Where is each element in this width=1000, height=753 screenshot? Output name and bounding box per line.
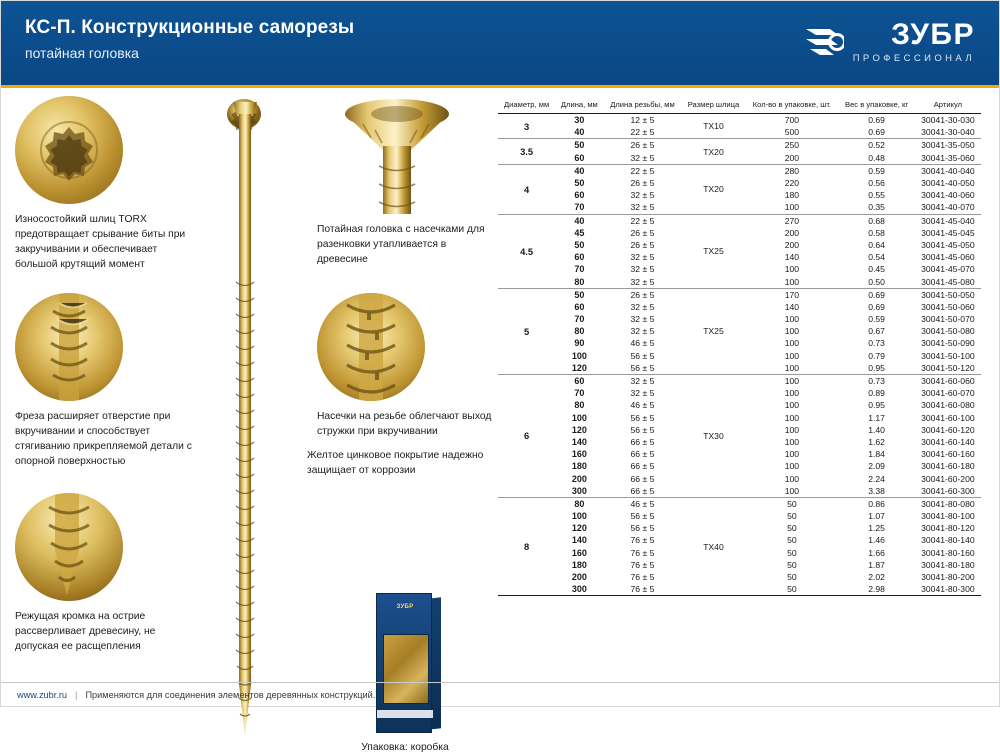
footer-divider: |: [75, 689, 78, 700]
col-weight: Вес в упаковке, кг: [838, 100, 914, 114]
cell-thread-length: 76 ± 5: [630, 535, 655, 546]
cell-length: 60: [574, 252, 585, 263]
package-box-stripe: [377, 710, 433, 718]
cell-thread-length: 56 ± 5: [630, 350, 655, 361]
cell-sku: 30041-80-100: [921, 511, 975, 522]
cell-thread-length: 76 ± 5: [603, 583, 681, 596]
cell-length: 140: [571, 436, 587, 447]
cell-sku: 30041-40-070: [915, 201, 981, 214]
brand-name: ЗУБР: [891, 18, 975, 51]
cell-drive-size: TX40: [681, 497, 745, 596]
cell-weight: 1.62: [868, 436, 885, 447]
cell-sku: 30041-60-180: [921, 461, 975, 472]
cell-qty: 280: [784, 165, 800, 176]
cell-qty: 180: [784, 190, 800, 201]
cell-sku: 30041-60-100: [921, 412, 975, 423]
cell-sku: 30041-40-050: [921, 178, 975, 189]
cell-weight: 0.95: [838, 362, 914, 375]
cell-qty: 100: [745, 362, 838, 375]
cell-qty: 700: [784, 115, 800, 126]
feature-cutting-tip: [15, 493, 200, 655]
cell-length: 120: [571, 523, 587, 534]
cell-length: 50: [574, 289, 585, 300]
spec-table: [498, 100, 981, 596]
cell-thread-length: 26 ± 5: [630, 239, 655, 250]
cell-qty: 100: [784, 326, 800, 337]
cell-thread-length: 22 ± 5: [603, 126, 681, 139]
cell-thread-length: 12 ± 5: [630, 115, 655, 126]
cell-length: 200: [571, 572, 587, 583]
cell-drive-size: TX20: [681, 164, 745, 214]
cell-length: 50: [574, 239, 585, 250]
screw-full-view: [232, 102, 258, 740]
cell-length: 40: [574, 165, 585, 176]
cell-qty: 50: [787, 559, 797, 570]
cell-thread-length: 32 ± 5: [630, 301, 655, 312]
table-header-row: [498, 100, 981, 114]
cell-sku: 30041-50-080: [921, 326, 975, 337]
page-header: [1, 1, 999, 85]
cell-qty: 50: [787, 523, 797, 534]
cell-weight: 3.38: [838, 485, 914, 498]
cell-sku: 30041-45-080: [915, 275, 981, 288]
cell-qty: 170: [784, 289, 800, 300]
col-thread-length: Длина резьбы, мм: [603, 100, 681, 114]
cell-qty: 100: [784, 350, 800, 361]
brand-tagline: ПРОФЕССИОНАЛ: [852, 53, 975, 64]
cell-weight: 0.86: [868, 498, 885, 509]
cell-weight: 0.69: [868, 115, 885, 126]
cell-sku: 30041-80-080: [921, 498, 975, 509]
cell-sku: 30041-35-060: [915, 152, 981, 165]
table-row: [498, 114, 981, 127]
cell-sku: 30041-80-160: [921, 547, 975, 558]
cell-thread-length: 32 ± 5: [630, 314, 655, 325]
cell-diameter: 8: [498, 497, 555, 596]
torx-star-icon: [38, 119, 100, 181]
screw-body-icon: [232, 102, 258, 740]
cell-sku: 30041-60-160: [921, 449, 975, 460]
cell-qty: 50: [787, 547, 797, 558]
cell-weight: 1.07: [868, 511, 885, 522]
cell-thread-length: 32 ± 5: [630, 388, 655, 399]
table-row: [498, 139, 981, 152]
cell-thread-length: 76 ± 5: [630, 547, 655, 558]
cell-length: 90: [574, 338, 585, 349]
cell-thread-length: 56 ± 5: [603, 362, 681, 375]
cell-qty: 100: [784, 338, 800, 349]
footer-note: Применяются для соединения элементов деревянных конструкций.: [85, 689, 376, 700]
cell-weight: 0.73: [868, 376, 885, 387]
cell-qty: 100: [745, 201, 838, 214]
cell-sku: 30041-60-120: [921, 424, 975, 435]
cell-thread-length: 26 ± 5: [630, 289, 655, 300]
package-caption: Упаковка: коробка: [361, 742, 449, 753]
cell-sku: 30041-50-060: [921, 301, 975, 312]
thread-notches-photo: [317, 293, 425, 401]
cell-drive-size: TX25: [681, 214, 745, 288]
cell-qty: 50: [787, 498, 797, 509]
cell-thread-length: 56 ± 5: [630, 523, 655, 534]
cell-thread-length: 76 ± 5: [630, 572, 655, 583]
cell-qty: 100: [784, 400, 800, 411]
col-drive-size: Размер шлица: [681, 100, 745, 114]
cell-diameter: 4: [498, 164, 555, 214]
cell-length: 70: [574, 264, 585, 275]
cell-thread-length: 32 ± 5: [603, 152, 681, 165]
cell-drive-size: TX20: [681, 139, 745, 164]
cell-weight: 1.40: [868, 424, 885, 435]
cell-diameter: 3.5: [498, 139, 555, 164]
cell-weight: 0.73: [868, 338, 885, 349]
cell-sku: 30041-50-090: [921, 338, 975, 349]
cell-weight: 0.35: [838, 201, 914, 214]
cell-diameter: 6: [498, 374, 555, 497]
cell-length: 70: [574, 314, 585, 325]
spec-table-pane: [492, 88, 999, 686]
cell-thread-length: 56 ± 5: [630, 511, 655, 522]
page-title: КС-П. Конструкционные саморезы: [25, 17, 355, 38]
cell-weight: 0.59: [868, 165, 885, 176]
cell-sku: 30041-60-060: [921, 376, 975, 387]
cell-length: 80: [574, 498, 585, 509]
cell-thread-length: 22 ± 5: [630, 215, 655, 226]
cell-qty: 50: [745, 583, 838, 596]
cell-sku: 30041-80-180: [921, 559, 975, 570]
table-row: [498, 214, 981, 227]
cell-sku: 30041-50-100: [921, 350, 975, 361]
cell-thread-length: 76 ± 5: [630, 559, 655, 570]
cell-length: 300: [555, 485, 603, 498]
cell-sku: 30041-60-140: [921, 436, 975, 447]
cell-sku: 30041-30-040: [915, 126, 981, 139]
feature-milling-cutter: [15, 293, 200, 470]
cell-weight: 0.95: [868, 400, 885, 411]
cell-diameter: 4.5: [498, 214, 555, 288]
cell-qty: 500: [745, 126, 838, 139]
cell-qty: 250: [784, 140, 800, 151]
cell-weight: 1.46: [868, 535, 885, 546]
cell-length: 80: [555, 275, 603, 288]
cell-length: 60: [574, 301, 585, 312]
cell-length: 60: [574, 190, 585, 201]
countersunk-head-photo: [317, 94, 477, 214]
cell-weight: 0.50: [838, 275, 914, 288]
cell-sku: 30041-45-050: [921, 239, 975, 250]
cell-qty: 270: [784, 215, 800, 226]
feature-countersunk-head-caption: Потайная головка с насечками для разенковки утапливается в древесине: [317, 224, 485, 265]
cell-weight: 2.09: [868, 461, 885, 472]
cell-weight: 0.59: [868, 314, 885, 325]
cell-length: 50: [574, 178, 585, 189]
col-length: Длина, мм: [555, 100, 603, 114]
cell-qty: 100: [784, 473, 800, 484]
cell-weight: 2.24: [868, 473, 885, 484]
brand-logo: [804, 20, 975, 64]
cell-diameter: 5: [498, 288, 555, 374]
package-box-front: [376, 593, 432, 733]
cell-qty: 140: [784, 301, 800, 312]
feature-cutting-tip-caption: Режущая кромка на острие рассверливает древесину, не допуская ее расщепления: [15, 611, 156, 652]
cell-thread-length: 66 ± 5: [630, 436, 655, 447]
cell-weight: 1.66: [868, 547, 885, 558]
cell-weight: 1.87: [868, 559, 885, 570]
cell-qty: 100: [784, 449, 800, 460]
cell-qty: 200: [784, 227, 800, 238]
table-row: [498, 164, 981, 177]
cell-weight: 2.02: [868, 572, 885, 583]
cell-qty: 200: [784, 239, 800, 250]
cell-weight: 0.52: [868, 140, 885, 151]
cell-qty: 100: [784, 461, 800, 472]
cell-thread-length: 32 ± 5: [630, 252, 655, 263]
cell-sku: 30041-30-030: [921, 115, 975, 126]
cell-qty: 100: [784, 388, 800, 399]
cell-weight: 0.79: [868, 350, 885, 361]
cell-length: 160: [571, 449, 587, 460]
page-subtitle: потайная головка: [25, 44, 139, 61]
cell-weight: 0.69: [838, 126, 914, 139]
countersunk-head-icon: [317, 94, 477, 214]
cell-sku: 30041-80-140: [921, 535, 975, 546]
footer-website[interactable]: www.zubr.ru: [17, 689, 68, 700]
cell-length: 180: [571, 559, 587, 570]
cell-thread-length: 32 ± 5: [603, 275, 681, 288]
cell-weight: 0.54: [868, 252, 885, 263]
feature-thread-notches: [317, 293, 497, 440]
cell-qty: 100: [784, 376, 800, 387]
cell-thread-length: 26 ± 5: [630, 178, 655, 189]
cell-weight: 0.55: [868, 190, 885, 201]
cell-sku: 30041-60-070: [921, 388, 975, 399]
zubr-arrow-icon: [804, 25, 844, 59]
cell-length: 120: [571, 424, 587, 435]
cell-sku: 30041-40-060: [921, 190, 975, 201]
cell-thread-length: 22 ± 5: [630, 165, 655, 176]
cell-thread-length: 46 ± 5: [630, 498, 655, 509]
cell-thread-length: 32 ± 5: [630, 326, 655, 337]
cell-weight: 0.56: [868, 178, 885, 189]
cell-length: 60: [555, 152, 603, 165]
cell-thread-length: 46 ± 5: [630, 338, 655, 349]
cell-weight: 1.84: [868, 449, 885, 460]
cell-length: 200: [571, 473, 587, 484]
cell-weight: 0.45: [868, 264, 885, 275]
feature-thread-notches-caption: Насечки на резьбе облегчают выход стружки при вкручивании: [317, 411, 492, 437]
cell-qty: 50: [787, 511, 797, 522]
cell-sku: 30041-45-040: [921, 215, 975, 226]
cell-length: 180: [571, 461, 587, 472]
cell-length: 45: [574, 227, 585, 238]
cell-sku: 30041-50-120: [915, 362, 981, 375]
cell-qty: 100: [745, 485, 838, 498]
cell-thread-length: 32 ± 5: [630, 264, 655, 275]
cell-length: 80: [574, 326, 585, 337]
cell-qty: 50: [787, 535, 797, 546]
screw-tip-icon: [15, 493, 123, 601]
package-box-image: [368, 593, 442, 733]
cell-length: 40: [574, 215, 585, 226]
cell-diameter: 3: [498, 114, 555, 139]
col-sku: Артикул: [915, 100, 981, 114]
cell-qty: 100: [784, 436, 800, 447]
cell-qty: 50: [787, 572, 797, 583]
cell-qty: 100: [784, 412, 800, 423]
cell-qty: 140: [784, 252, 800, 263]
cell-length: 100: [571, 412, 587, 423]
feature-countersunk-head: [317, 94, 492, 268]
cell-length: 300: [555, 583, 603, 596]
cell-drive-size: TX10: [681, 114, 745, 139]
cell-weight: 0.69: [868, 301, 885, 312]
cell-length: 100: [571, 511, 587, 522]
cell-sku: 30041-60-080: [921, 400, 975, 411]
cell-length: 120: [555, 362, 603, 375]
cell-sku: 30041-50-070: [921, 314, 975, 325]
cell-sku: 30041-80-120: [921, 523, 975, 534]
cell-weight: 1.17: [868, 412, 885, 423]
cell-thread-length: 56 ± 5: [630, 424, 655, 435]
cell-length: 40: [555, 126, 603, 139]
thread-notches-icon: [317, 293, 425, 401]
table-row: [498, 374, 981, 387]
cell-thread-length: 56 ± 5: [630, 412, 655, 423]
cell-sku: 30041-45-060: [921, 252, 975, 263]
cell-length: 50: [574, 140, 585, 151]
torx-drive-photo: [15, 96, 123, 204]
cell-length: 60: [574, 376, 585, 387]
cell-length: 100: [571, 350, 587, 361]
cell-thread-length: 32 ± 5: [630, 190, 655, 201]
package-box-brand: ЗУБР: [396, 604, 414, 610]
cell-weight: 0.69: [868, 289, 885, 300]
cell-thread-length: 32 ± 5: [603, 201, 681, 214]
cell-sku: 30041-45-070: [921, 264, 975, 275]
milling-cutter-photo: [15, 293, 123, 401]
col-diameter: Диаметр, мм: [498, 100, 555, 114]
cell-thread-length: 66 ± 5: [630, 461, 655, 472]
feature-torx: [15, 96, 200, 273]
cell-drive-size: TX25: [681, 288, 745, 374]
cell-qty: 100: [784, 314, 800, 325]
cell-length: 80: [574, 400, 585, 411]
cell-weight: 0.68: [868, 215, 885, 226]
table-body: [498, 114, 981, 596]
page-footer: [1, 682, 999, 706]
cell-length: 160: [571, 547, 587, 558]
cutting-tip-photo: [15, 493, 123, 601]
table-row: [498, 497, 981, 510]
cell-thread-length: 66 ± 5: [603, 485, 681, 498]
cell-length: 70: [555, 201, 603, 214]
feature-milling-cutter-caption: Фреза расширяет отверстие при вкручивании и способствует стягиванию прикрепляемой детали с опорной поверхностью: [15, 411, 192, 467]
feature-zinc-coating: [307, 440, 497, 479]
cell-weight: 0.67: [868, 326, 885, 337]
cell-sku: 30041-50-050: [921, 289, 975, 300]
cell-weight: 0.48: [838, 152, 914, 165]
cell-thread-length: 32 ± 5: [630, 376, 655, 387]
cell-length: 70: [574, 388, 585, 399]
cell-thread-length: 66 ± 5: [630, 473, 655, 484]
cell-thread-length: 26 ± 5: [630, 227, 655, 238]
cell-sku: 30041-35-050: [921, 140, 975, 151]
cell-sku: 30041-40-040: [921, 165, 975, 176]
cutter-thread-icon: [15, 293, 123, 401]
cell-length: 140: [571, 535, 587, 546]
table-row: [498, 288, 981, 301]
package-illustration: [349, 593, 461, 753]
cell-qty: 100: [745, 275, 838, 288]
cell-qty: 100: [784, 264, 800, 275]
cell-sku: 30041-80-300: [915, 583, 981, 596]
feature-zinc-coating-caption: Желтое цинковое покрытие надежно защищает от коррозии: [307, 450, 484, 476]
cell-thread-length: 26 ± 5: [630, 140, 655, 151]
cell-drive-size: TX30: [681, 374, 745, 497]
feature-torx-caption: Износостойкий шлиц TORX предотвращает срывание биты при закручивании и обеспечивает большой крутящий момент: [15, 214, 186, 270]
cell-thread-length: 46 ± 5: [630, 400, 655, 411]
cell-sku: 30041-60-300: [915, 485, 981, 498]
cell-weight: 1.25: [868, 523, 885, 534]
cell-thread-length: 66 ± 5: [630, 449, 655, 460]
cell-weight: 0.89: [868, 388, 885, 399]
cell-sku: 30041-80-200: [921, 572, 975, 583]
cell-weight: 0.64: [868, 239, 885, 250]
cell-sku: 30041-45-045: [921, 227, 975, 238]
cell-qty: 200: [745, 152, 838, 165]
cell-sku: 30041-60-200: [921, 473, 975, 484]
cell-qty: 220: [784, 178, 800, 189]
col-qty: Кол-во в упаковке, шт.: [745, 100, 838, 114]
cell-weight: 0.58: [868, 227, 885, 238]
cell-length: 30: [574, 115, 585, 126]
cell-qty: 100: [784, 424, 800, 435]
cell-weight: 2.98: [838, 583, 914, 596]
